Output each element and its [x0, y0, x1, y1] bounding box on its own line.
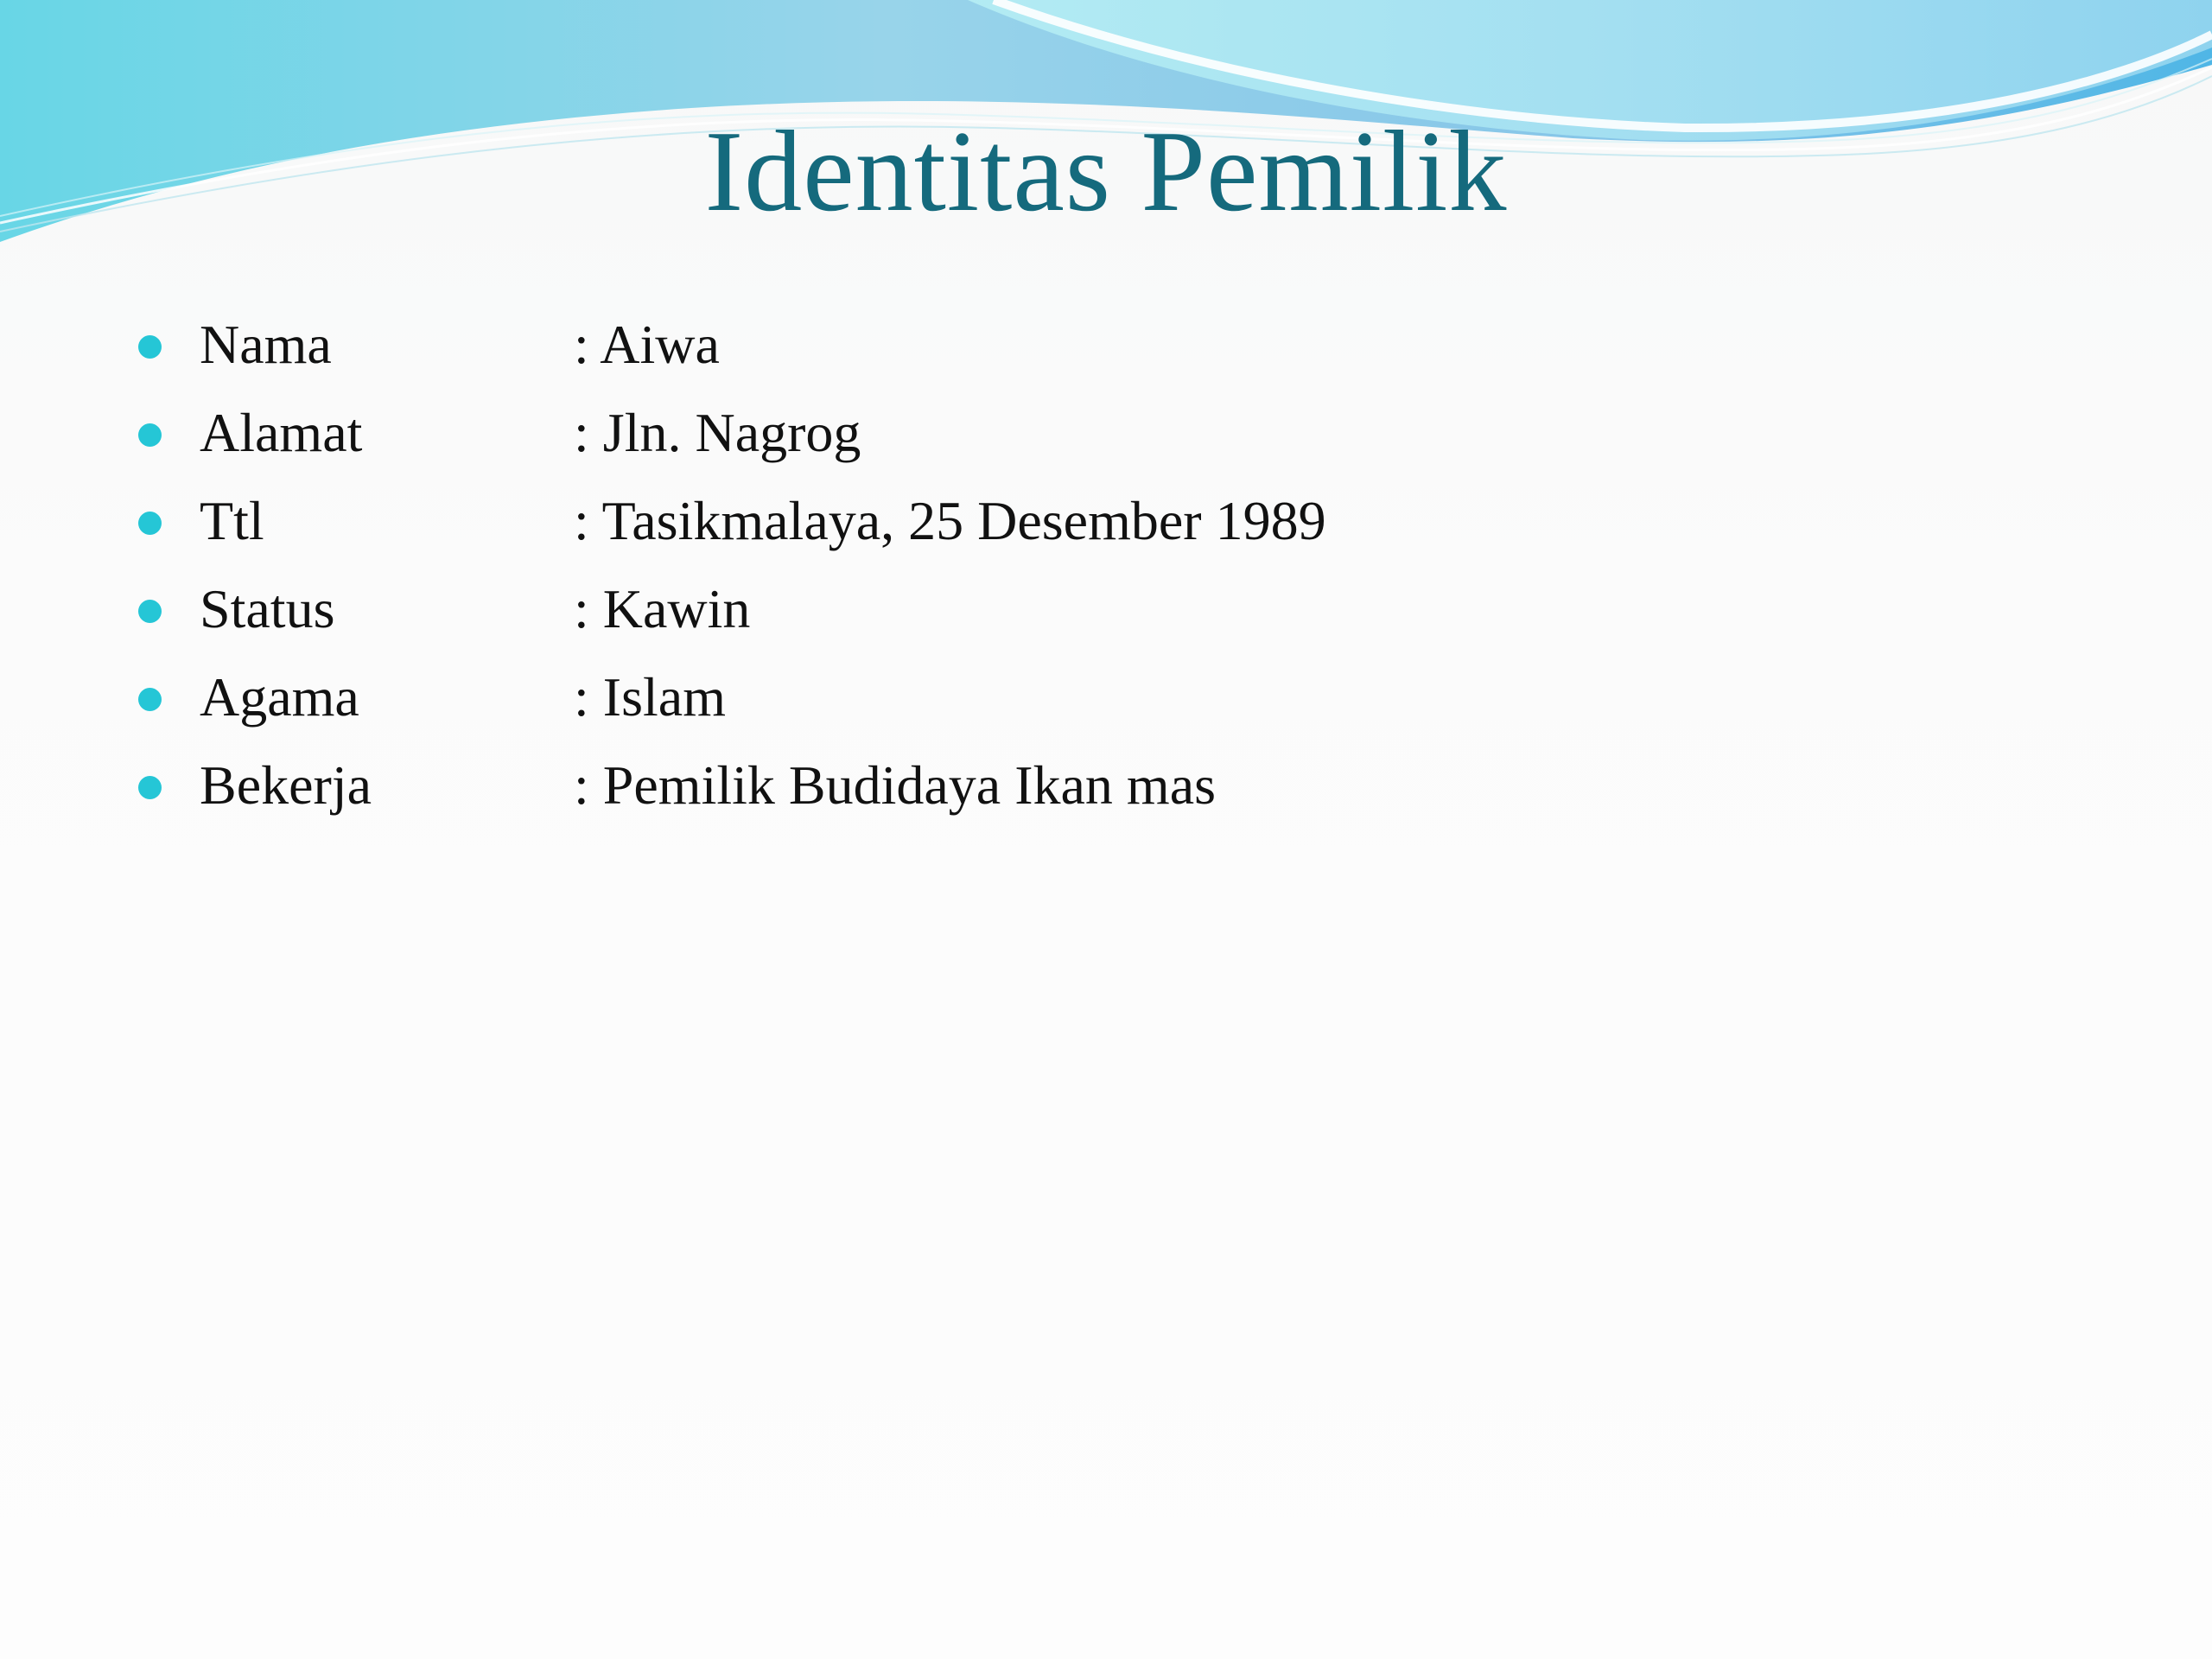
- list-item: [0, 477, 2212, 565]
- item-label: Agama: [200, 666, 359, 728]
- bullet-icon: [138, 423, 162, 447]
- item-label: Ttl: [200, 490, 264, 551]
- identity-list: [0, 301, 2212, 830]
- list-item: [0, 565, 2212, 653]
- bullet-icon: [138, 600, 162, 623]
- list-item: [0, 301, 2212, 389]
- item-label: Bekerja: [200, 754, 372, 816]
- list-item: [0, 741, 2212, 830]
- bullet-icon: [138, 688, 162, 711]
- list-item: [0, 389, 2212, 477]
- list-item: [0, 653, 2212, 741]
- item-label: Nama: [200, 314, 332, 375]
- slide-title: Identitas Pemilik: [704, 107, 1508, 235]
- bullet-icon: [138, 776, 162, 799]
- item-label: Status: [200, 578, 335, 639]
- item-value: : Islam: [574, 666, 726, 728]
- item-value: : Kawin: [574, 578, 751, 639]
- item-value: : Tasikmalaya, 25 Desember 1989: [574, 490, 1326, 551]
- bullet-icon: [138, 512, 162, 535]
- bullet-icon: [138, 335, 162, 359]
- item-value: : Jln. Nagrog: [574, 402, 861, 463]
- item-value: : Aiwa: [574, 314, 720, 375]
- item-label: Alamat: [200, 402, 363, 463]
- item-value: : Pemilik Budidaya Ikan mas: [574, 754, 1216, 816]
